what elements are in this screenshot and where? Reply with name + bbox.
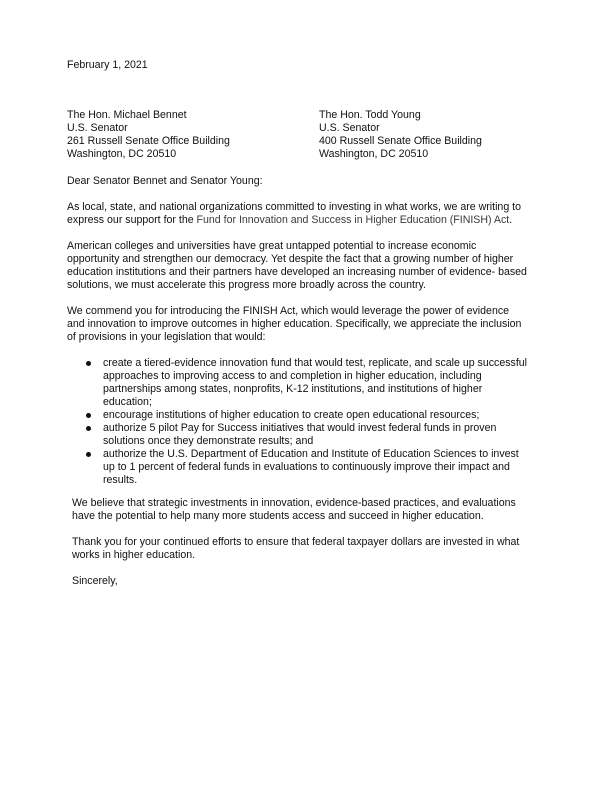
list-item-line: create a tiered-evidence innovation fund that would test, replicate, and scale up successful <box>103 357 528 369</box>
paragraph-line: We commend you for introducing the FINISH Act, which would leverage the power of evidence <box>67 305 510 317</box>
recipient-address-young <box>319 109 482 161</box>
recipient-city: Washington, DC 20510 <box>319 148 429 160</box>
recipient-city: Washington, DC 20510 <box>67 148 177 160</box>
list-item <box>67 422 557 448</box>
recipient-title: U.S. Senator <box>319 122 380 134</box>
list-item-line: results. <box>103 474 138 486</box>
recipient-street: 400 Russell Senate Office Building <box>319 135 482 147</box>
letter-date: February 1, 2021 <box>67 59 148 71</box>
bullet-icon <box>86 361 91 366</box>
list-item-line: up to 1 percent of federal funds in evaluations to continuously improve their impact and <box>103 461 510 473</box>
paragraph-support <box>67 201 547 227</box>
paragraph-commend <box>67 305 547 344</box>
paragraph-line: works in higher education. <box>72 549 196 561</box>
closing: Sincerely, <box>72 575 118 587</box>
paragraph-line: We believe that strategic investments in innovation, evidence-based practices, and evaluations <box>72 497 516 509</box>
list-item-line: encourage institutions of higher education to create open educational resources; <box>103 409 480 421</box>
paragraph-line: American colleges and universities have great untapped potential to increase economic <box>67 240 477 252</box>
list-item-line: partnerships among states, nonprofits, K-12 institutions, and institutions of higher <box>103 383 483 395</box>
paragraph-line: opportunity and strengthen our democracy. Yet despite the fact that a growing number of higher <box>67 253 514 265</box>
list-item <box>67 357 557 409</box>
paragraph-line: and innovation to improve outcomes in higher education. Specifically, we appreciate the inclusion <box>67 318 522 330</box>
paragraph-potential <box>67 240 547 292</box>
list-item-line: solutions once they demonstrate results; and <box>103 435 314 447</box>
text-run: . <box>509 214 513 226</box>
list-item-line: authorize 5 pilot Pay for Success initiatives that would invest federal funds in proven <box>103 422 497 434</box>
act-name: Fund for Innovation and Success in Higher Education (FINISH) Act <box>196 214 510 226</box>
bullet-icon <box>86 413 91 418</box>
list-item-line: education; <box>103 396 152 408</box>
list-item-line: approaches to improving access to and completion in higher education, including <box>103 370 482 382</box>
recipient-name: The Hon. Michael Bennet <box>67 109 187 121</box>
bullet-icon <box>86 426 91 431</box>
paragraph-believe <box>72 497 552 523</box>
paragraph-thanks <box>72 536 552 562</box>
provisions-list <box>67 357 557 487</box>
recipient-street: 261 Russell Senate Office Building <box>67 135 230 147</box>
recipient-title: U.S. Senator <box>67 122 128 134</box>
salutation: Dear Senator Bennet and Senator Young: <box>67 175 263 187</box>
list-item-line: authorize the U.S. Department of Education and Institute of Education Sciences to invest <box>103 448 519 460</box>
recipient-name: The Hon. Todd Young <box>319 109 421 121</box>
list-item <box>67 409 557 422</box>
bullet-icon <box>86 452 91 457</box>
paragraph-line: education institutions and their partners have developed an increasing number of evidence- based <box>67 266 527 278</box>
paragraph-line: solutions, we must accelerate this progress more broadly across the country. <box>67 279 426 291</box>
paragraph-line <box>67 214 547 227</box>
paragraph-line: As local, state, and national organizations committed to investing in what works, we are writing to <box>67 201 521 213</box>
paragraph-line: have the potential to help many more students access and succeed in higher education. <box>72 510 484 522</box>
paragraph-line: Thank you for your continued efforts to ensure that federal taxpayer dollars are invested in what <box>72 536 520 548</box>
recipient-address-bennet <box>67 109 230 161</box>
list-item <box>67 448 557 487</box>
paragraph-line: of provisions in your legislation that would: <box>67 331 266 343</box>
text-run: express our support for the <box>67 214 197 226</box>
